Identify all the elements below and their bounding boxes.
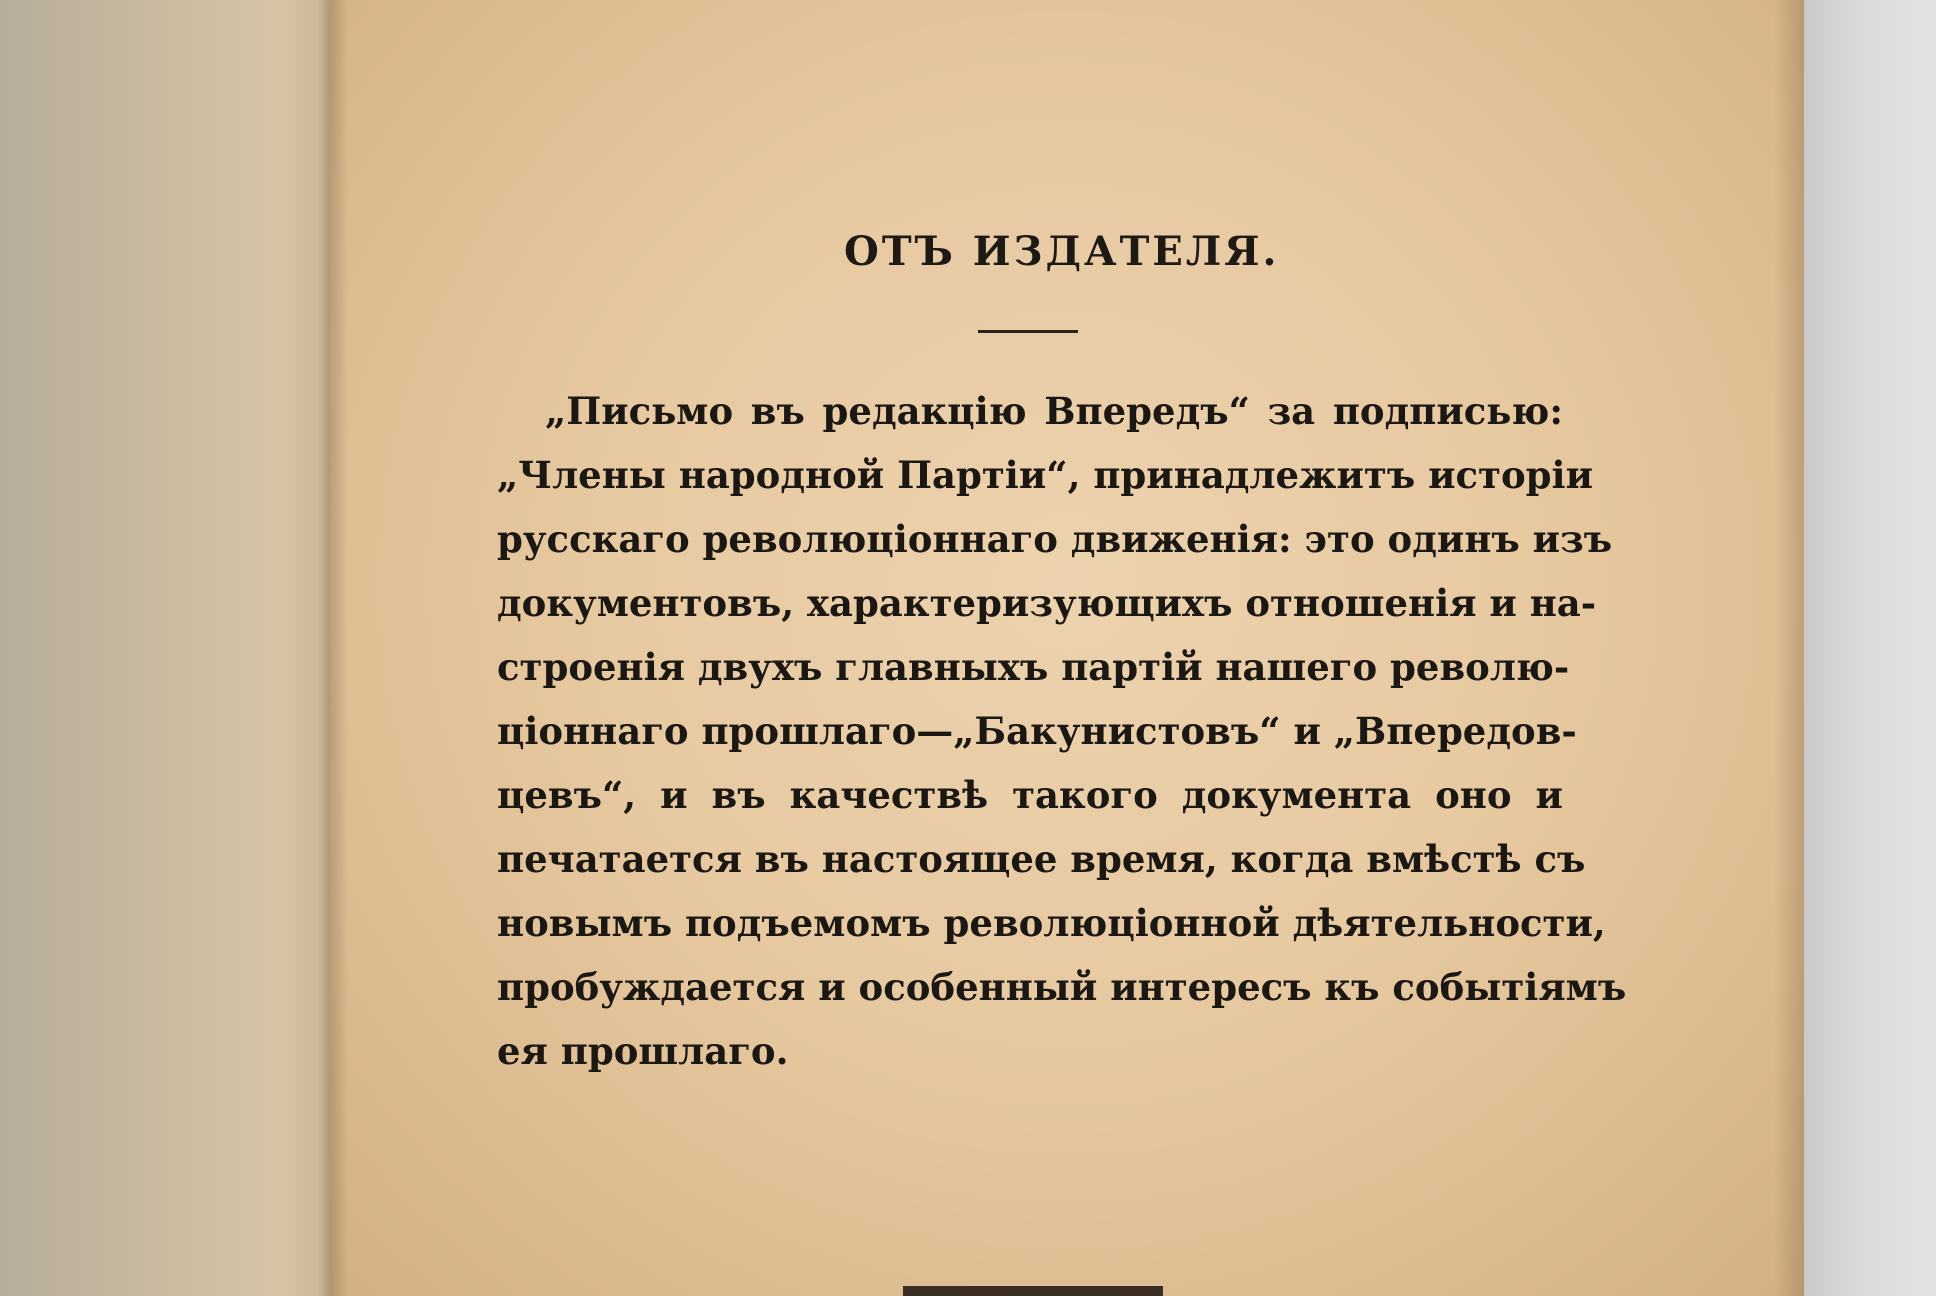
bottom-rule bbox=[903, 1286, 1163, 1296]
text-line: пробуждается и особенный интересъ къ событіямъ bbox=[497, 965, 1627, 1009]
text-line: новымъ подъемомъ революціонной дѣятельности, bbox=[497, 901, 1606, 945]
heading-divider bbox=[978, 330, 1078, 333]
text-line: ея прошлаго. bbox=[497, 1029, 789, 1073]
text-line: строенія двухъ главныхъ партій нашего револю- bbox=[497, 645, 1570, 689]
text-line: русскаго революціоннаго движенія: это одинъ изъ bbox=[497, 517, 1613, 561]
text-line: цевъ“, и въ качествѣ такого документа оно и bbox=[497, 773, 1563, 817]
text-line: печатается въ настоящее время, когда вмѣстѣ съ bbox=[497, 837, 1586, 881]
page-heading: ОТЪ ИЗДАТЕЛЯ. bbox=[844, 228, 1280, 275]
text-line: „Члены народной Партіи“, принадлежитъ исторіи bbox=[497, 453, 1594, 497]
text-line: ціоннаго прошлаго—„Бакунистовъ“ и „Впередов- bbox=[497, 709, 1577, 753]
text-line: „Письмо въ редакцію Впередъ“ за подписью: bbox=[545, 389, 1563, 433]
text-line: документовъ, характеризующихъ отношенія и на- bbox=[497, 581, 1597, 625]
